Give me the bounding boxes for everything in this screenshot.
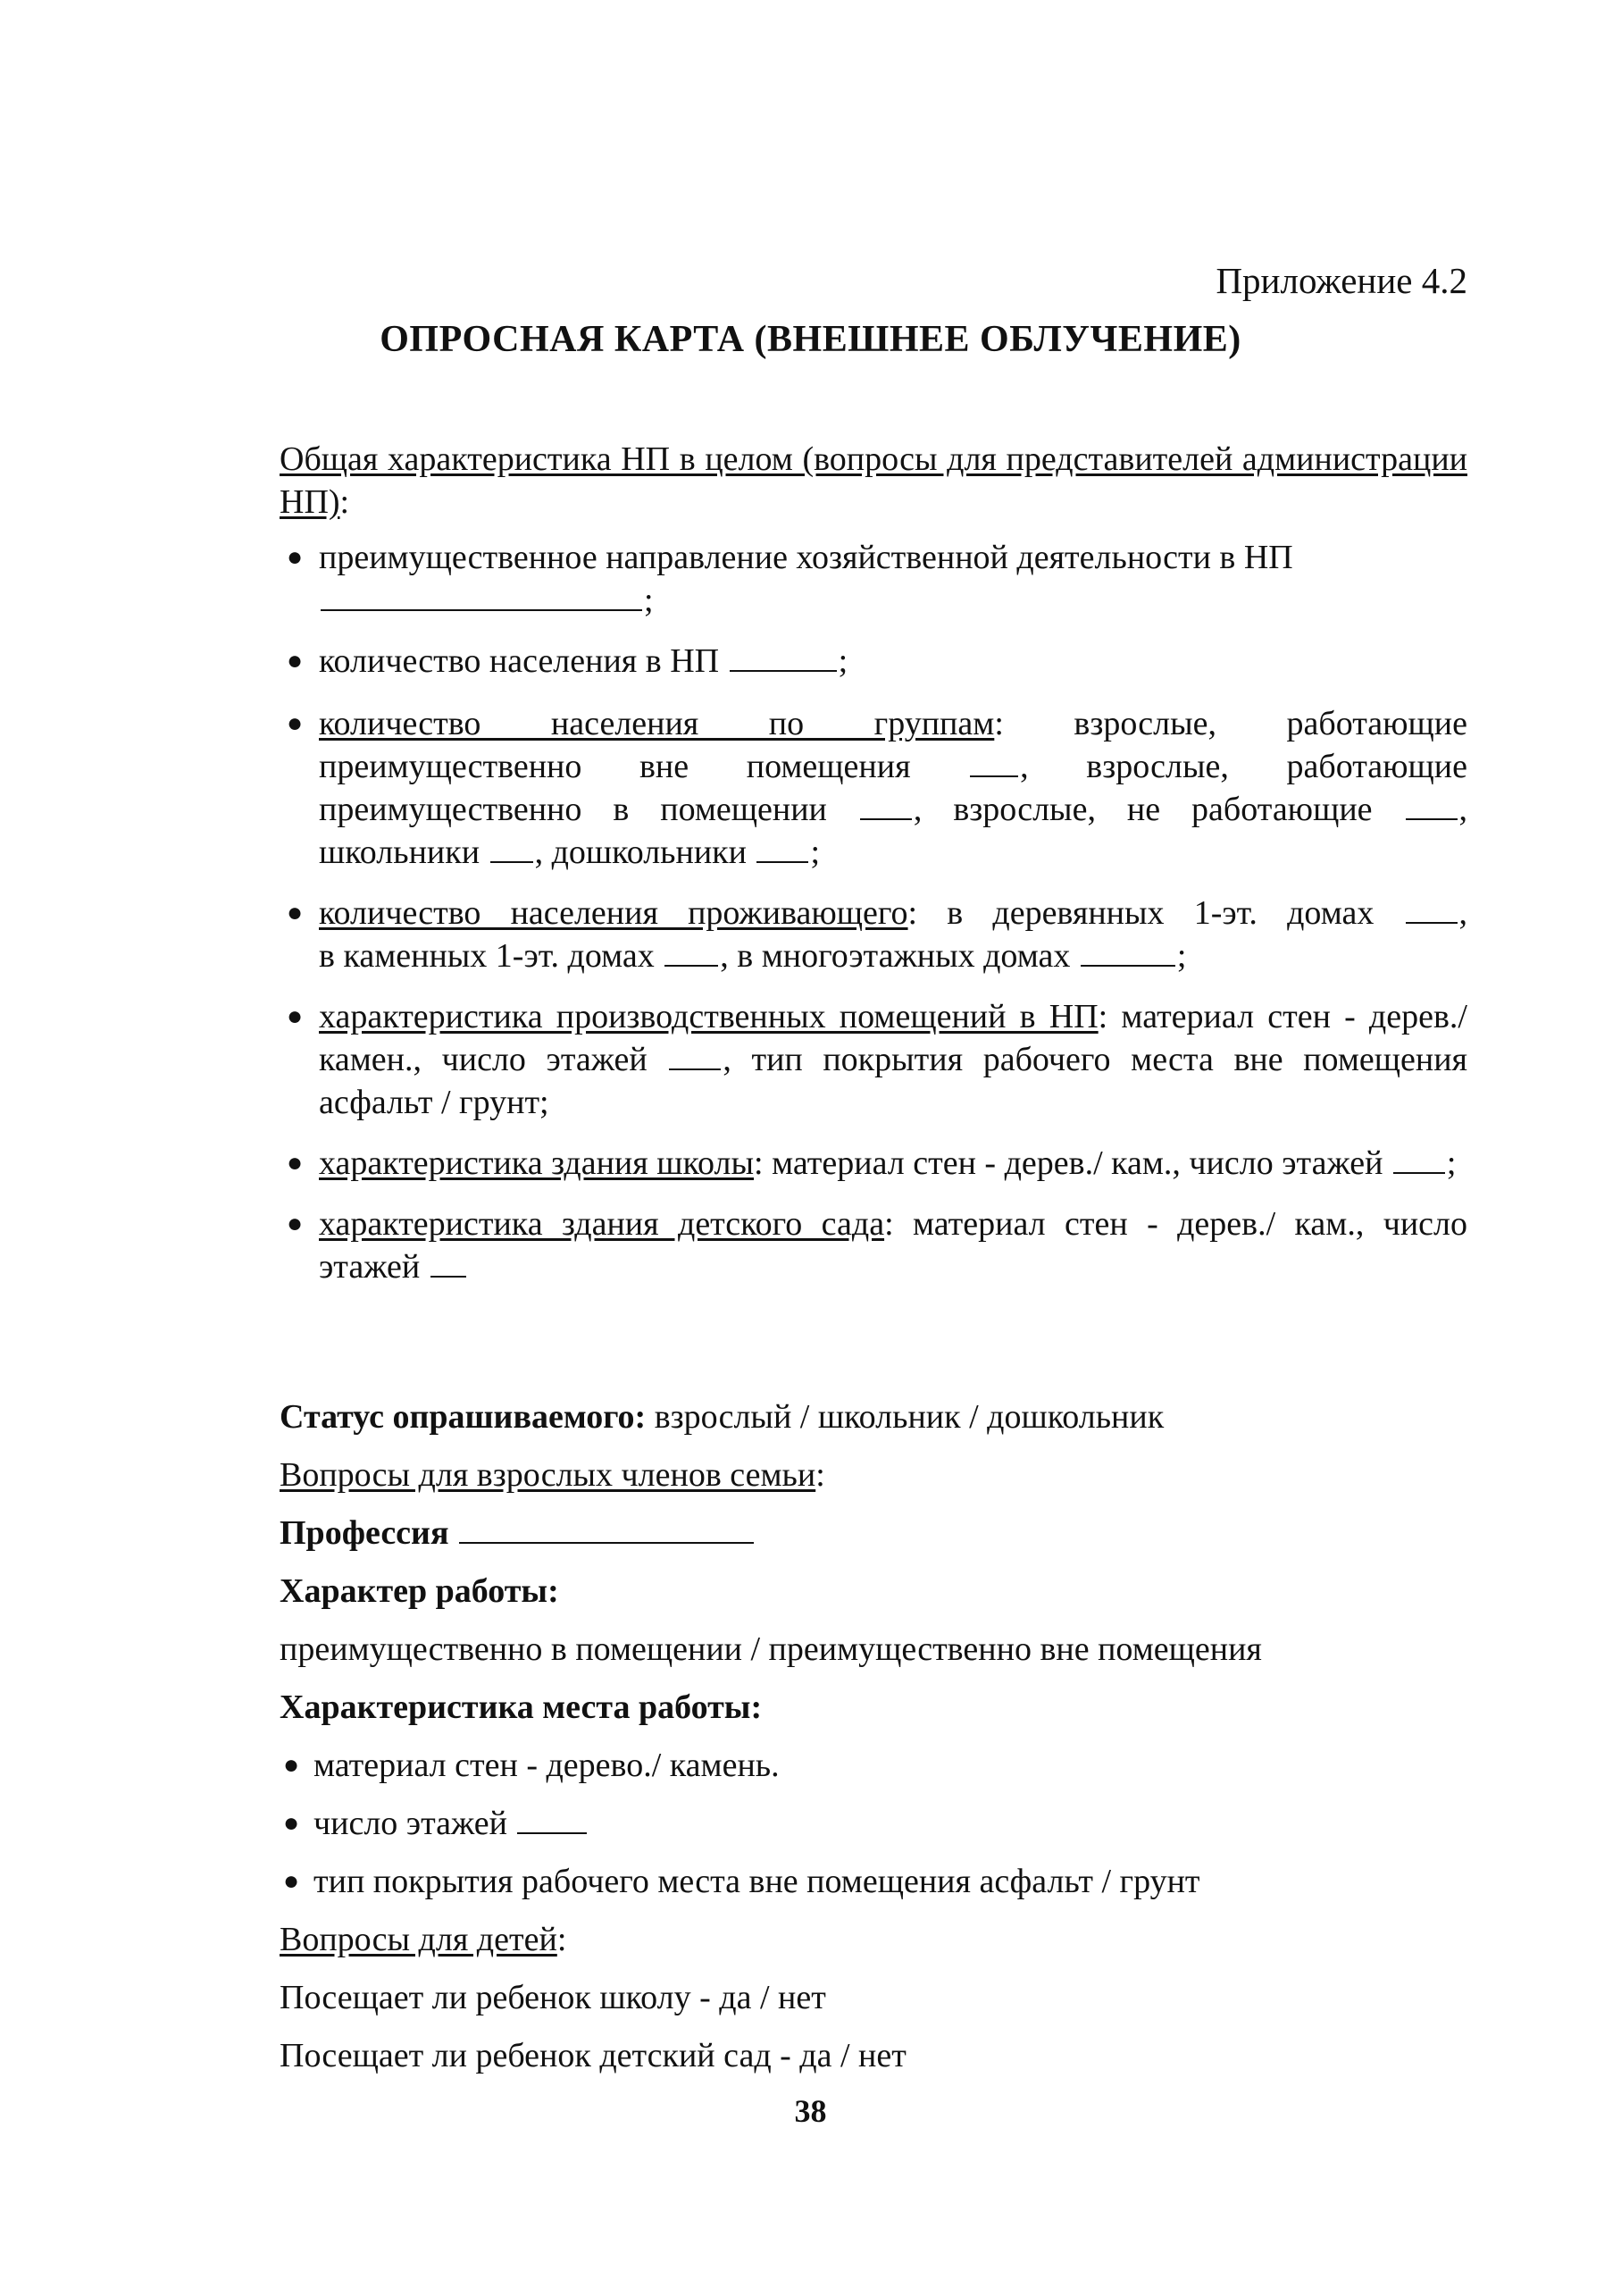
answer-blank[interactable] <box>1406 817 1458 820</box>
answer-blank[interactable] <box>860 817 912 820</box>
school-question: Посещает ли ребенок школу - да / нет <box>280 1979 826 2016</box>
status-options: взрослый / школьник / дошкольник <box>646 1398 1165 1436</box>
question-text: материал стен - дерев./ камен., число этажей <box>319 998 1467 1078</box>
section-respondent <box>280 1395 1467 2092</box>
question-text: , в многоэтажных домах <box>720 937 1071 975</box>
question-text: преимущественно в помещении <box>319 791 827 828</box>
question-text: , дошкольники <box>534 834 747 871</box>
question-label: характеристика здания детского сада <box>319 1205 885 1243</box>
punct: ; <box>644 582 654 619</box>
question-text: , взрослые, работающие <box>1020 748 1467 785</box>
answer-blank[interactable] <box>430 1275 466 1278</box>
list-item: ● количество населения по группам: взрослые, работающие преимущественно вне помещения , взрослые, работающие преимущественно в помещении , взрослые, не работающие , школьники , дошкольники ; <box>280 702 1467 874</box>
section-general <box>280 438 1467 1306</box>
question-text: школьники <box>319 834 480 871</box>
answer-blank[interactable] <box>669 1068 721 1070</box>
floors-blank[interactable] <box>517 1831 587 1834</box>
question-text: материал стен - дерев./ кам., число этажей <box>319 1205 1467 1286</box>
question-label: характеристика здания школы <box>319 1144 755 1182</box>
bullet-icon: ● <box>283 1750 300 1780</box>
answer-blank[interactable] <box>1393 1171 1445 1174</box>
workplace-item: тип покрытия рабочего места вне помещения асфальт / грунт <box>313 1863 1200 1900</box>
bullet-icon: ● <box>287 708 304 738</box>
question-text: , взрослые, не работающие <box>913 791 1373 828</box>
answer-blank[interactable] <box>321 608 642 611</box>
answer-blank[interactable] <box>664 964 718 967</box>
page-number: 38 <box>794 2093 827 2129</box>
question-text: материал стен - дерев./ кам., число этажей <box>772 1144 1383 1182</box>
list-item: ● характеристика производственных помещений в НП: материал стен - дерев./ камен., число этажей , тип покрытия рабочего места вне помещения асфальт / грунт; <box>280 995 1467 1124</box>
list-item <box>280 1802 1467 1845</box>
profession-row <box>280 1512 1467 1554</box>
document-title: ОПРОСНАЯ КАРТА (ВНЕШНЕЕ ОБЛУЧЕНИЕ) <box>380 319 1241 360</box>
punct: ; <box>1176 937 1187 975</box>
answer-blank[interactable] <box>1406 921 1458 924</box>
workplace-label: Характеристика места работы: <box>280 1688 763 1726</box>
adults-heading: Вопросы для взрослых членов семьи <box>280 1456 816 1494</box>
question-text: , тип покрытия рабочего места вне помещения асфальт / грунт; <box>319 1041 1468 1121</box>
list-item: ● характеристика здания школы: материал стен - дерев./ кам., число этажей ; <box>280 1142 1467 1185</box>
section-general-heading-text: Общая характеристика НП в целом (вопросы для представителей администрации НП) <box>280 440 1467 521</box>
bullet-icon: ● <box>287 1001 304 1031</box>
work-type-options: преимущественно в помещении / преимущественно вне помещения <box>280 1630 1262 1668</box>
children-heading-row: Вопросы для детей: <box>280 1921 567 1958</box>
work-type-label: Характер работы: <box>280 1572 559 1610</box>
question-text: взрослые, работающие <box>1074 705 1467 742</box>
profession-label: Профессия <box>280 1514 449 1552</box>
bullet-icon: ● <box>283 1866 300 1896</box>
general-questions-list <box>280 536 1467 1288</box>
status-row <box>280 1395 1467 1438</box>
answer-blank[interactable] <box>490 860 533 863</box>
bullet-icon: ● <box>287 646 304 675</box>
profession-blank[interactable] <box>459 1541 754 1544</box>
answer-blank[interactable] <box>970 775 1018 777</box>
punct: ; <box>838 642 848 680</box>
bullet-icon: ● <box>287 542 304 572</box>
question-text: преимущественное направление хозяйственной деятельности в НП <box>319 539 1293 576</box>
question-text: количество населения в НП <box>319 642 720 680</box>
bullet-icon: ● <box>287 1148 304 1177</box>
question-label: характеристика производственных помещений в НП <box>319 998 1099 1035</box>
list-item <box>280 1744 1467 1787</box>
question-text: в каменных 1-эт. домах <box>319 937 655 975</box>
list-item <box>280 536 1467 622</box>
list-item: ● характеристика здания детского сада: материал стен - дерев./ кам., число этажей <box>280 1202 1467 1288</box>
status-label: Статус опрашиваемого: <box>280 1398 647 1436</box>
workplace-item: число этажей <box>313 1805 507 1842</box>
bullet-icon: ● <box>287 898 304 927</box>
question-label: количество населения проживающего <box>319 894 908 932</box>
list-item <box>280 640 1467 683</box>
answer-blank[interactable] <box>1081 964 1175 967</box>
appendix-label: Приложение 4.2 <box>1216 260 1467 301</box>
question-text: преимущественно вне помещения <box>319 748 911 785</box>
workplace-list <box>280 1744 1467 1903</box>
workplace-item: материал стен - дерево./ камень. <box>313 1747 780 1784</box>
answer-blank[interactable] <box>756 860 808 863</box>
punct: ; <box>810 834 821 871</box>
kindergarten-question: Посещает ли ребенок детский сад - да / нет <box>280 2037 907 2074</box>
list-item: ● количество населения проживающего: в деревянных 1-эт. домах , в каменных 1-эт. домах , в многоэтажных домах ; <box>280 892 1467 977</box>
question-text: в деревянных 1-эт. домах <box>947 894 1375 932</box>
bullet-icon: ● <box>283 1808 300 1838</box>
adults-heading-row: Вопросы для взрослых членов семьи: <box>280 1456 825 1494</box>
answer-blank[interactable] <box>730 669 837 672</box>
punct: ; <box>1446 1144 1457 1182</box>
list-item <box>280 1860 1467 1903</box>
children-heading: Вопросы для детей <box>280 1921 557 1958</box>
section-general-heading <box>280 438 1467 524</box>
question-label: количество населения по группам <box>319 705 995 742</box>
heading-colon: : <box>339 483 350 521</box>
bullet-icon: ● <box>287 1209 304 1238</box>
